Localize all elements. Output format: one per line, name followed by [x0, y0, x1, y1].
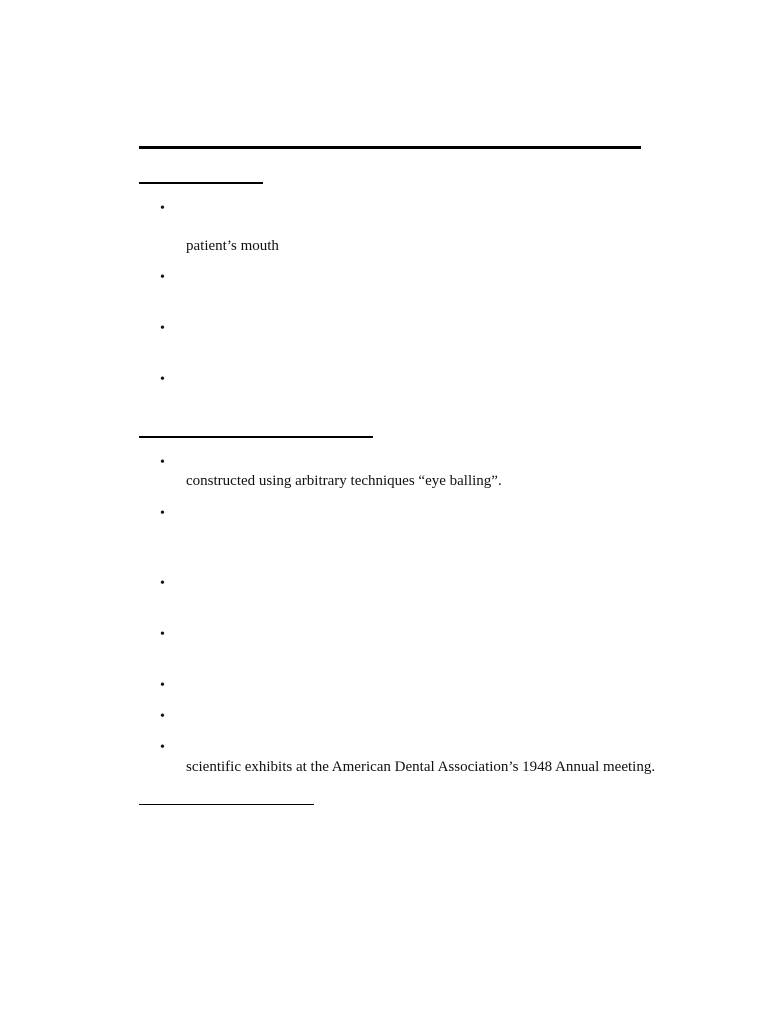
list-item-bullet: •	[160, 321, 165, 336]
list-item-bullet: •	[160, 627, 165, 642]
list-item-text: scientific exhibits at the American Dental Association’s 1948 Annual meeting.	[186, 759, 656, 775]
title-rule	[139, 146, 641, 149]
list-item-bullet: •	[160, 201, 165, 216]
list-item-bullet: •	[160, 506, 165, 521]
list-item-bullet: •	[160, 709, 165, 724]
list-item-bullet: •	[160, 678, 165, 693]
list-item-bullet: •	[160, 455, 165, 470]
section-1-heading-underline	[139, 182, 263, 184]
list-item-bullet: •	[160, 740, 165, 755]
list-item-text: constructed using arbitrary techniques “eye balling”.	[186, 473, 502, 489]
list-item-text: patient’s mouth	[186, 238, 279, 254]
list-item-bullet: •	[160, 576, 165, 591]
section-2-heading-underline	[139, 436, 373, 438]
footnote-separator	[139, 804, 314, 805]
list-item-bullet: •	[160, 270, 165, 285]
list-item-bullet: •	[160, 372, 165, 387]
